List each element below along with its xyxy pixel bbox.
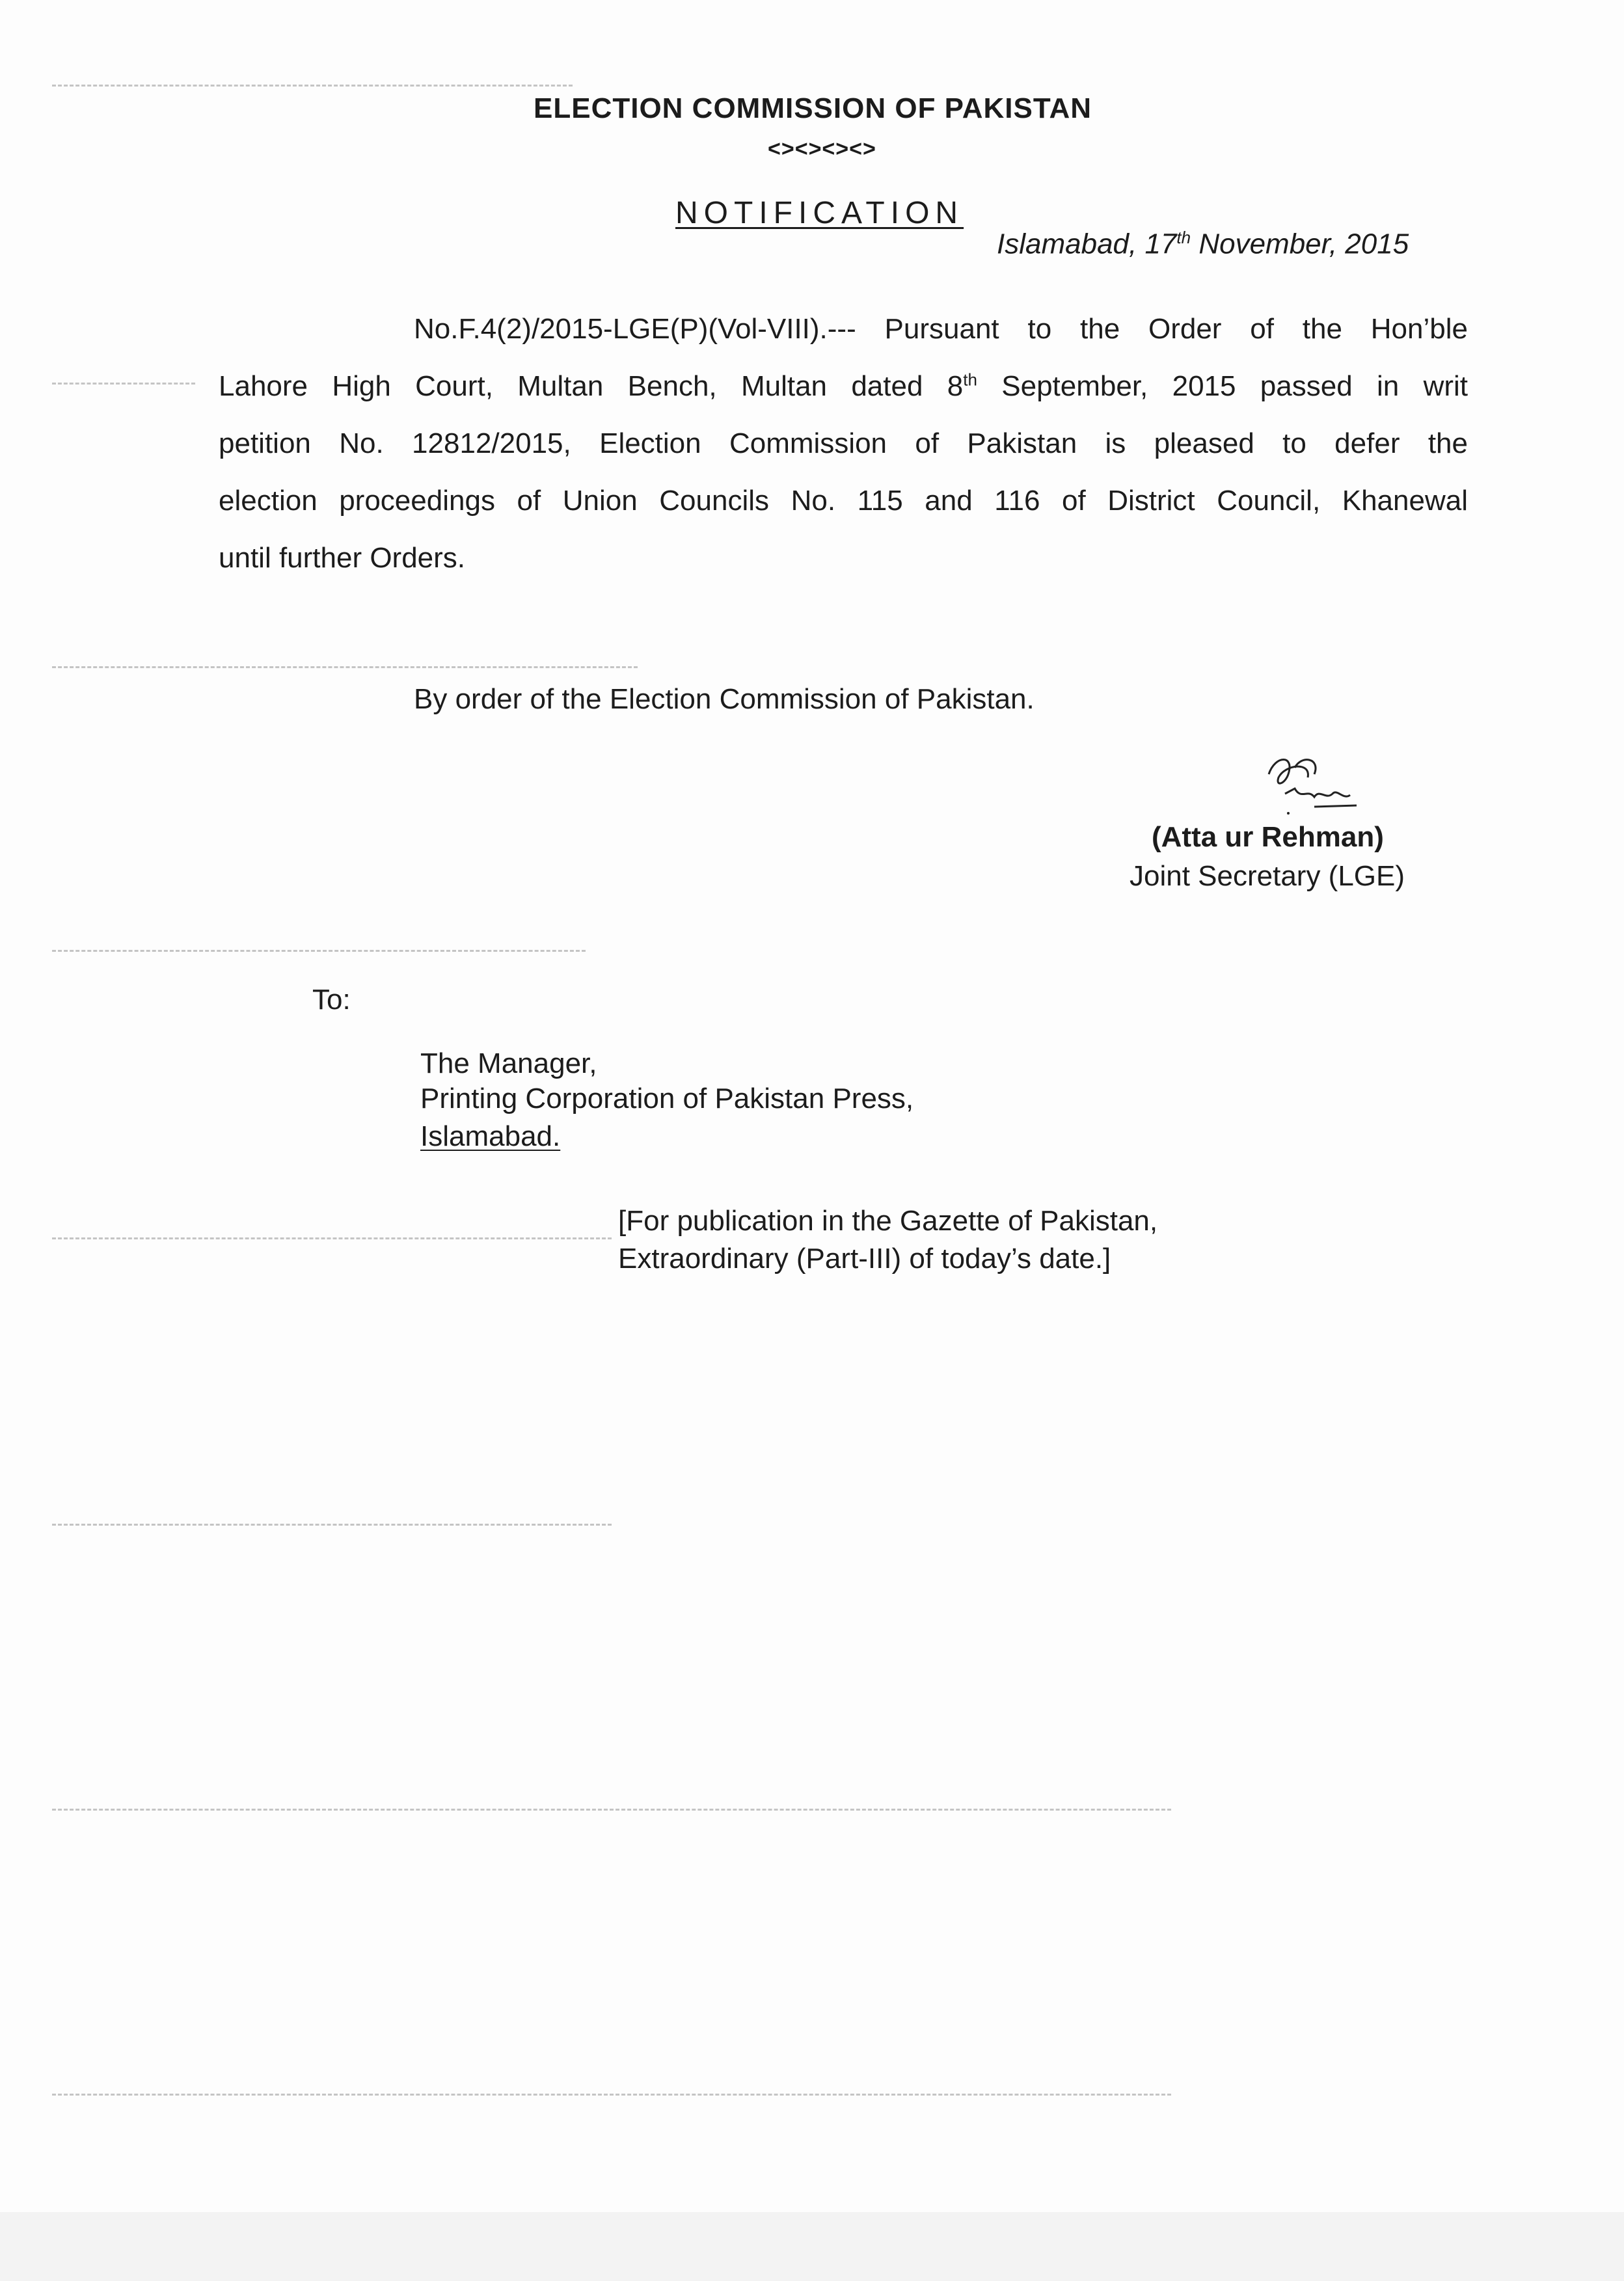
body-line-text: September, 2015 passed in writ <box>977 370 1468 402</box>
scan-bottom-margin <box>0 2212 1624 2281</box>
organization-heading: ELECTION COMMISSION OF PAKISTAN <box>534 92 1092 124</box>
scan-artifact-line <box>52 383 195 385</box>
by-order-line: By order of the Election Commission of Pakistan. <box>414 683 1035 715</box>
to-label: To: <box>312 984 351 1016</box>
heading-ornament: <><><><> <box>768 137 876 161</box>
recipient-line: The Manager, <box>420 1047 597 1079</box>
dateline-day-suffix: th <box>1176 228 1191 247</box>
body-line-text: Lahore High Court, Multan Bench, Multan dated 8 <box>219 370 964 402</box>
signatory-name: (Atta ur Rehman) <box>1152 821 1384 853</box>
recipient-city: Islamabad. <box>420 1120 561 1152</box>
scan-artifact-line <box>52 2094 1171 2096</box>
scan-artifact-line <box>52 950 586 952</box>
publication-note-line: Extraordinary (Part-III) of today’s date.] <box>618 1243 1111 1275</box>
scan-artifact-line <box>52 1809 1171 1811</box>
publication-note <box>618 1202 1157 1278</box>
document-title: NOTIFICATION <box>675 196 964 230</box>
scan-artifact-line <box>52 1237 612 1239</box>
scan-artifact-line <box>52 1524 612 1526</box>
body-line: No.F.4(2)/2015-LGE(P)(Vol-VIII).--- Pursuant to the Order of the Hon’ble <box>414 313 1468 345</box>
body-line <box>219 358 1468 415</box>
scan-artifact-line <box>52 85 573 87</box>
scan-artifact-line <box>52 666 638 668</box>
body-line-sup: th <box>963 370 977 390</box>
notification-body <box>219 301 1468 587</box>
recipient-line: Printing Corporation of Pakistan Press, <box>420 1083 914 1114</box>
body-line: election proceedings of Union Councils No. 115 and 116 of District Council, Khanewal <box>219 485 1468 517</box>
signatory-designation: Joint Secretary (LGE) <box>1130 860 1405 892</box>
body-line: petition No. 12812/2015, Election Commission of Pakistan is pleased to defer the <box>219 427 1468 459</box>
publication-note-line: [For publication in the Gazette of Pakistan, <box>618 1205 1158 1237</box>
dateline <box>997 228 1409 261</box>
handwritten-signature <box>1249 748 1379 826</box>
body-line: until further Orders. <box>219 542 466 574</box>
dateline-place: Islamabad, 17 <box>997 228 1177 260</box>
dateline-month-year: November, 2015 <box>1191 228 1409 260</box>
